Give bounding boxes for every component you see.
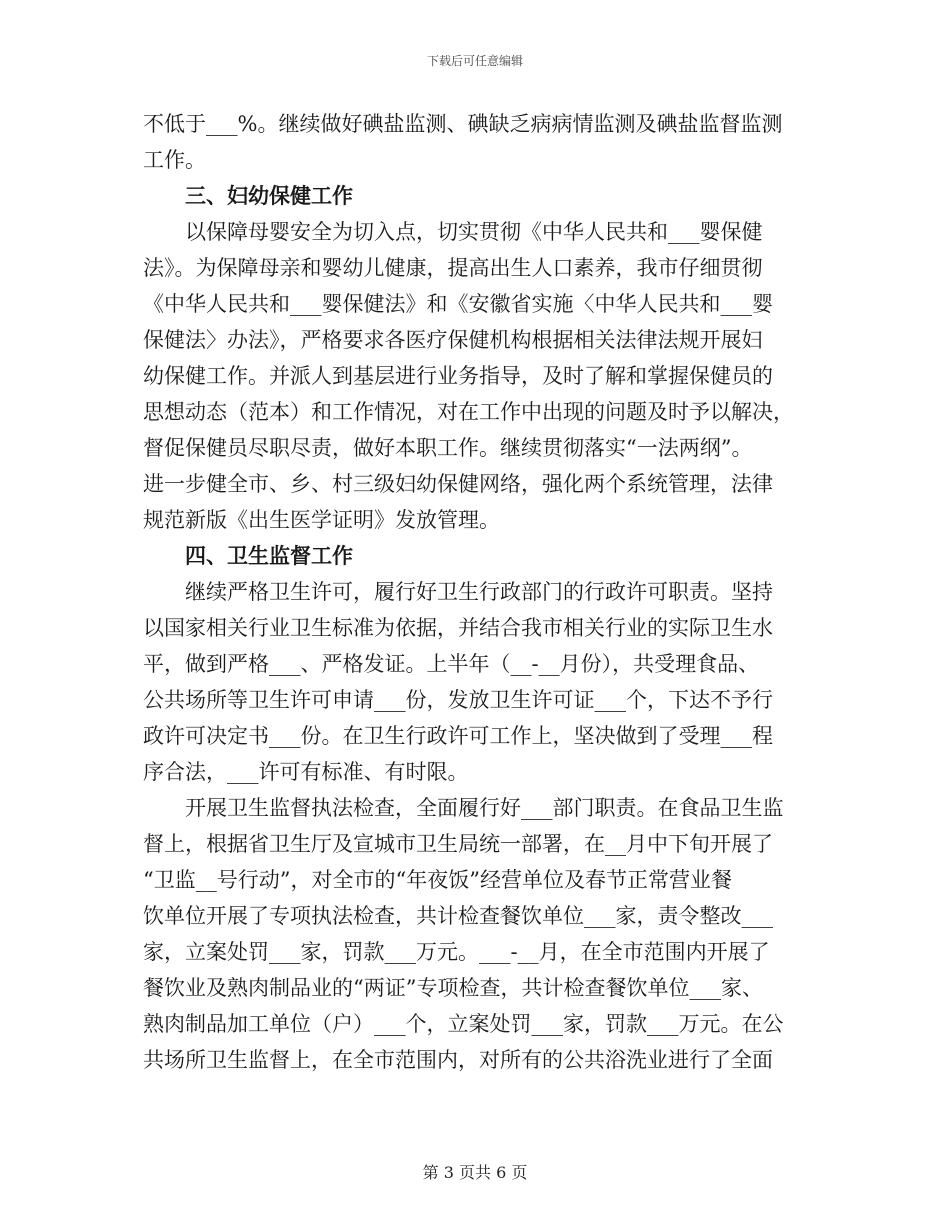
- text-line: 平，做到严格___、严格发证。上半年（__-__月份），共受理食品、: [143, 652, 760, 676]
- document-body: [143, 106, 797, 1078]
- page-number: 第 3 页共 6 页: [422, 1163, 528, 1182]
- section-heading-maternal-child-health: 三、妇幼保健工作: [185, 183, 353, 208]
- text-line: 序合法，___许可有标准、有时限。: [143, 760, 469, 784]
- text-line: 法》。为保障母亲和婴幼儿健康，提高出生人口素养，我市仔细贯彻: [143, 256, 763, 280]
- text-line: 思想动态（范本）和工作情况，对在工作中出现的问题及时予以解决，: [143, 400, 794, 424]
- text-line: 共场所卫生监督上，在全市范围内，对所有的公共浴洗业进行了全面: [143, 1048, 773, 1072]
- text-line: 规范新版《出生医学证明》发放管理。: [143, 508, 500, 532]
- text-line: 幼保健工作。并派人到基层进行业务指导，及时了解和掌握保健员的: [143, 364, 773, 388]
- text-line: 以国家相关行业卫生标准为依据，并结合我市相关行业的实际卫生水: [143, 616, 773, 640]
- text-line: 保健法〉办法》，严格要求各医疗保健机构根据相关法律法规开展妇: [143, 328, 763, 352]
- text-line: 餐饮业及熟肉制品业的“两证”专项检查，共计检查餐饮单位___家、: [143, 976, 763, 1000]
- section-heading-health-supervision: 四、卫生监督工作: [185, 543, 353, 568]
- page-header: 下载后可任意编辑: [426, 54, 523, 68]
- text-line: 政许可决定书___份。在卫生行政许可工作上，坚决做到了受理___程: [143, 724, 773, 748]
- text-line: 开展卫生监督执法检查，全面履行好___部门职责。在食品卫生监: [185, 796, 784, 820]
- text-line: 工作。: [143, 148, 206, 172]
- text-line: “卫监__号行动”，对全市的“年夜饭”经营单位及春节正常营业餐: [143, 868, 732, 892]
- text-line: 熟肉制品加工单位（户）___个，立案处罚___家，罚款___万元。在公: [143, 1012, 784, 1036]
- text-line: 公共场所等卫生许可申请___份，发放卫生许可证___个，下达不予行: [143, 688, 773, 712]
- text-line: 以保障母婴安全为切入点，切实贯彻《中华人民共和___婴保健: [185, 220, 763, 244]
- text-line: 进一步健全市、乡、村三级妇幼保健网络，强化两个系统管理，法律: [143, 472, 773, 496]
- text-line: 饮单位开展了专项执法检查，共计检查餐饮单位___家，责令整改___: [143, 904, 773, 928]
- text-line: 督上，根据省卫生厅及宣城市卫生局统一部署，在__月中下旬开展了: [143, 832, 773, 856]
- text-line: 《中华人民共和___婴保健法》和《安徽省实施〈中华人民共和___婴: [143, 292, 773, 316]
- text-line: 家，立案处罚___家，罚款___万元。___-__月，在全市范围内开展了: [143, 940, 770, 964]
- text-line: 继续严格卫生许可，履行好卫生行政部门的行政许可职责。坚持: [185, 580, 773, 604]
- text-line: 不低于___%。继续做好碘盐监测、碘缺乏病病情监测及碘盐监督监测: [143, 112, 783, 136]
- text-line: 督促保健员尽职尽责，做好本职工作。继续贯彻落实“一法两纲”。: [143, 436, 753, 460]
